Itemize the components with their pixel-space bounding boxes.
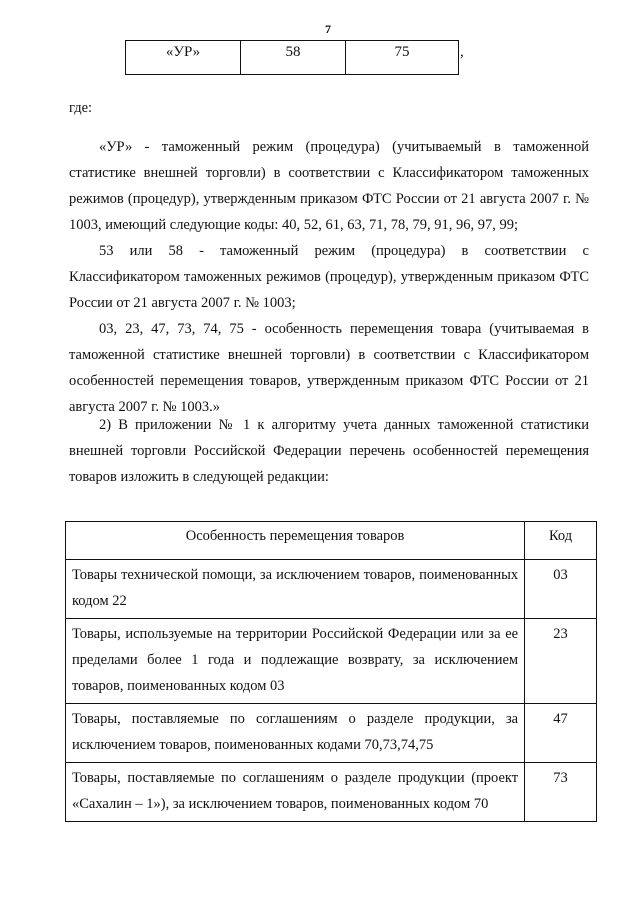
table-header-row [66,522,597,560]
paragraph-53-58-definition: 53 или 58 - таможенный режим (процедура) в соответствии с Классификатором таможенных режимов (процедур), утвержденным приказом ФТС России от 21 августа 2007 г. № 1003; [69,243,589,311]
row-code: 03 [525,560,597,619]
row-description: Товары, поставляемые по соглашениям о разделе продукции (проект «Сахалин – 1»), за исключением товаров, поименованных кодом 70 [66,763,525,822]
table-row [66,704,597,763]
header-feature: Особенность перемещения товаров [66,522,525,560]
row-description: Товары технической помощи, за исключением товаров, поименованных кодом 22 [66,560,525,619]
header-code: Код [525,522,597,560]
table-row [66,619,597,704]
page-number: 7 [325,22,331,36]
trailing-comma: , [460,44,464,60]
table-row [66,560,597,619]
table-cell: 75 [346,41,459,75]
table-cell: 58 [241,41,346,75]
table-row [66,763,597,822]
paragraph-amendment: 2) В приложении № 1 к алгоритму учета данных таможенной статистики внешней торговли Российской Федерации перечень особенностей перемещения товаров изложить в следующей редакции: [69,417,589,485]
row-code: 73 [525,763,597,822]
where-label: где: [69,100,93,116]
row-description: Товары, поставляемые по соглашениям о разделе продукции, за исключением товаров, поименованных кодами 70,73,74,75 [66,704,525,763]
row-code: 23 [525,619,597,704]
codes-table [125,40,459,75]
movement-features-table [65,521,597,822]
row-code: 47 [525,704,597,763]
row-description: Товары, используемые на территории Российской Федерации или за ее пределами более 1 года и подлежащие возврату, за исключением товаров, поименованных кодом 03 [66,619,525,704]
paragraph-ur-definition: «УР» - таможенный режим (процедура) (учитываемый в таможенной статистике внешней торговли) в соответствии с Классификатором таможенных режимов (процедур), утвержденным приказом ФТС России от 21 августа 2007 г. № 1003, имеющий следующие коды: 40, 52, 61, 63, 71, 78, 79, 91, 96, 97, 99; [69,139,589,233]
table-row [126,41,459,75]
table-cell: «УР» [126,41,241,75]
paragraph-codes-definition: 03, 23, 47, 73, 74, 75 - особенность перемещения товара (учитываемая в таможенной статистике внешней торговли) в соответствии с Классификатором особенностей перемещения товаров, утвержденным приказом ФТС России от 21 августа 2007 г. № 1003.» [69,321,589,415]
